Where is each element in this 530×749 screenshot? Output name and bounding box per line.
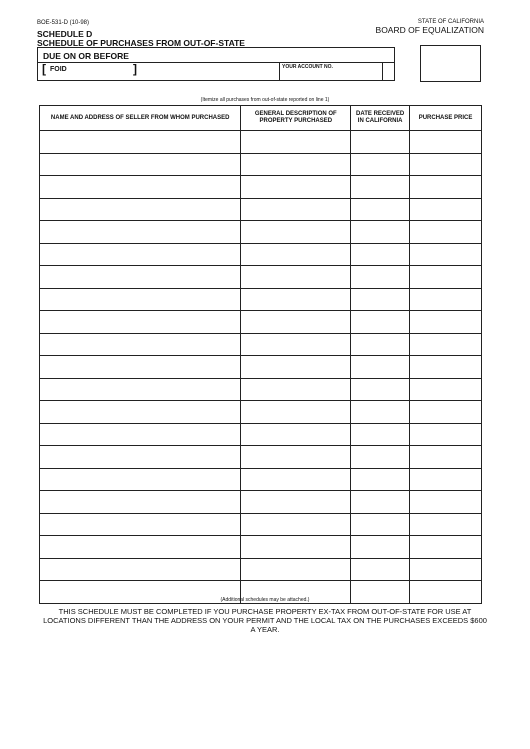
column-header-seller: NAME AND ADDRESS OF SELLER FROM WHOM PURCHASED bbox=[40, 106, 241, 131]
board-label: BOARD OF EQUALIZATION bbox=[375, 25, 484, 35]
table-row bbox=[40, 536, 482, 559]
table-row bbox=[40, 513, 482, 536]
description-cell[interactable] bbox=[241, 131, 351, 154]
price-cell[interactable] bbox=[410, 221, 482, 244]
column-header-price: PURCHASE PRICE bbox=[410, 106, 482, 131]
seller-cell[interactable] bbox=[40, 176, 241, 199]
date-cell[interactable] bbox=[351, 558, 410, 581]
price-cell[interactable] bbox=[410, 356, 482, 379]
form-number: BOE-531-D (10-98) bbox=[37, 20, 90, 26]
additional-schedules-note: (Additional schedules may be attached.) bbox=[220, 597, 310, 603]
schedule-title: SCHEDULE D bbox=[37, 29, 93, 39]
description-cell[interactable] bbox=[241, 333, 351, 356]
price-cell[interactable] bbox=[410, 423, 482, 446]
description-cell[interactable] bbox=[241, 221, 351, 244]
price-cell[interactable] bbox=[410, 131, 482, 154]
description-cell[interactable] bbox=[241, 176, 351, 199]
price-cell[interactable] bbox=[410, 513, 482, 536]
seller-cell[interactable] bbox=[40, 243, 241, 266]
seller-cell[interactable] bbox=[40, 333, 241, 356]
date-cell[interactable] bbox=[351, 401, 410, 424]
date-cell[interactable] bbox=[351, 378, 410, 401]
table-row bbox=[40, 423, 482, 446]
table-row bbox=[40, 378, 482, 401]
table-row bbox=[40, 491, 482, 514]
description-cell[interactable] bbox=[241, 311, 351, 334]
requirement-notice: THIS SCHEDULE MUST BE COMPLETED IF YOU PURCHASE PROPERTY EX-TAX FROM OUT-OF-STATE FOR USE AT LOCATIONS DIFFERENT THAN THE ADDRESS ON YOUR PERMIT AND THE LOCAL TAX ON THE PURCHASES EXCEEDS $600 A YEAR. bbox=[43, 607, 487, 634]
date-cell[interactable] bbox=[351, 333, 410, 356]
table-body bbox=[40, 131, 482, 604]
date-cell[interactable] bbox=[351, 446, 410, 469]
price-cell[interactable] bbox=[410, 266, 482, 289]
seller-cell[interactable] bbox=[40, 266, 241, 289]
date-cell[interactable] bbox=[351, 356, 410, 379]
date-cell[interactable] bbox=[351, 153, 410, 176]
price-cell[interactable] bbox=[410, 558, 482, 581]
table-row bbox=[40, 288, 482, 311]
price-cell[interactable] bbox=[410, 491, 482, 514]
schedule-subtitle: SCHEDULE OF PURCHASES FROM OUT-OF-STATE bbox=[37, 38, 245, 48]
price-cell[interactable] bbox=[410, 378, 482, 401]
table-row bbox=[40, 198, 482, 221]
seller-cell[interactable] bbox=[40, 468, 241, 491]
foid-bracket-left: [ bbox=[42, 62, 46, 76]
seller-cell[interactable] bbox=[40, 446, 241, 469]
description-cell[interactable] bbox=[241, 153, 351, 176]
table-row bbox=[40, 131, 482, 154]
price-cell[interactable] bbox=[410, 198, 482, 221]
description-cell[interactable] bbox=[241, 558, 351, 581]
foid-bracket-right: ] bbox=[133, 62, 137, 76]
description-cell[interactable] bbox=[241, 356, 351, 379]
description-cell[interactable] bbox=[241, 468, 351, 491]
table-row bbox=[40, 153, 482, 176]
due-date-label: DUE ON OR BEFORE bbox=[43, 51, 129, 61]
header-divider bbox=[37, 62, 395, 63]
seller-cell[interactable] bbox=[40, 221, 241, 244]
account-divider bbox=[279, 62, 280, 81]
date-cell[interactable] bbox=[351, 198, 410, 221]
price-cell[interactable] bbox=[410, 288, 482, 311]
table-row bbox=[40, 243, 482, 266]
seller-cell[interactable] bbox=[40, 513, 241, 536]
date-cell[interactable] bbox=[351, 311, 410, 334]
seller-cell[interactable] bbox=[40, 288, 241, 311]
date-cell[interactable] bbox=[351, 423, 410, 446]
price-cell[interactable] bbox=[410, 176, 482, 199]
seller-cell[interactable] bbox=[40, 423, 241, 446]
purchases-table bbox=[39, 105, 482, 604]
table-row bbox=[40, 468, 482, 491]
foid-label: FOID bbox=[50, 66, 67, 73]
description-cell[interactable] bbox=[241, 491, 351, 514]
column-header-date: DATE RECEIVED IN CALIFORNIA bbox=[351, 106, 410, 131]
table-row bbox=[40, 266, 482, 289]
seller-cell[interactable] bbox=[40, 558, 241, 581]
table-row bbox=[40, 176, 482, 199]
date-cell[interactable] bbox=[351, 221, 410, 244]
date-cell[interactable] bbox=[351, 513, 410, 536]
seller-cell[interactable] bbox=[40, 153, 241, 176]
table-row bbox=[40, 356, 482, 379]
date-cell[interactable] bbox=[351, 468, 410, 491]
price-cell[interactable] bbox=[410, 311, 482, 334]
price-cell[interactable] bbox=[410, 468, 482, 491]
description-cell[interactable] bbox=[241, 198, 351, 221]
table-row bbox=[40, 401, 482, 424]
seller-cell[interactable] bbox=[40, 198, 241, 221]
description-cell[interactable] bbox=[241, 266, 351, 289]
date-cell[interactable] bbox=[351, 288, 410, 311]
table-row bbox=[40, 446, 482, 469]
seller-cell[interactable] bbox=[40, 401, 241, 424]
description-cell[interactable] bbox=[241, 536, 351, 559]
description-cell[interactable] bbox=[241, 378, 351, 401]
itemize-note: (Itemize all purchases from out-of-state reported on line 1) bbox=[200, 97, 330, 103]
date-cell[interactable] bbox=[351, 243, 410, 266]
price-cell[interactable] bbox=[410, 446, 482, 469]
account-number-field[interactable]: YOUR ACCOUNT NO. bbox=[282, 64, 333, 70]
price-cell[interactable] bbox=[410, 243, 482, 266]
description-cell[interactable] bbox=[241, 423, 351, 446]
state-label: STATE OF CALIFORNIA bbox=[417, 19, 484, 25]
date-cell[interactable] bbox=[351, 131, 410, 154]
seller-cell[interactable] bbox=[40, 378, 241, 401]
table-row bbox=[40, 311, 482, 334]
column-header-description: GENERAL DESCRIPTION OF PROPERTY PURCHASED bbox=[241, 106, 351, 131]
description-cell[interactable] bbox=[241, 288, 351, 311]
description-cell[interactable] bbox=[241, 513, 351, 536]
price-cell[interactable] bbox=[410, 401, 482, 424]
price-cell[interactable] bbox=[410, 153, 482, 176]
table-row bbox=[40, 558, 482, 581]
price-cell[interactable] bbox=[410, 536, 482, 559]
seller-cell[interactable] bbox=[40, 491, 241, 514]
table-row bbox=[40, 221, 482, 244]
account-inner-divider bbox=[382, 62, 383, 81]
seller-cell[interactable] bbox=[40, 311, 241, 334]
seller-cell[interactable] bbox=[40, 131, 241, 154]
date-cell[interactable] bbox=[351, 176, 410, 199]
seller-cell[interactable] bbox=[40, 356, 241, 379]
date-cell[interactable] bbox=[351, 536, 410, 559]
stamp-box bbox=[420, 45, 481, 82]
date-cell[interactable] bbox=[351, 491, 410, 514]
description-cell[interactable] bbox=[241, 401, 351, 424]
table-header-row bbox=[40, 106, 482, 131]
table-row bbox=[40, 333, 482, 356]
description-cell[interactable] bbox=[241, 243, 351, 266]
price-cell[interactable] bbox=[410, 333, 482, 356]
seller-cell[interactable] bbox=[40, 536, 241, 559]
description-cell[interactable] bbox=[241, 446, 351, 469]
date-cell[interactable] bbox=[351, 266, 410, 289]
